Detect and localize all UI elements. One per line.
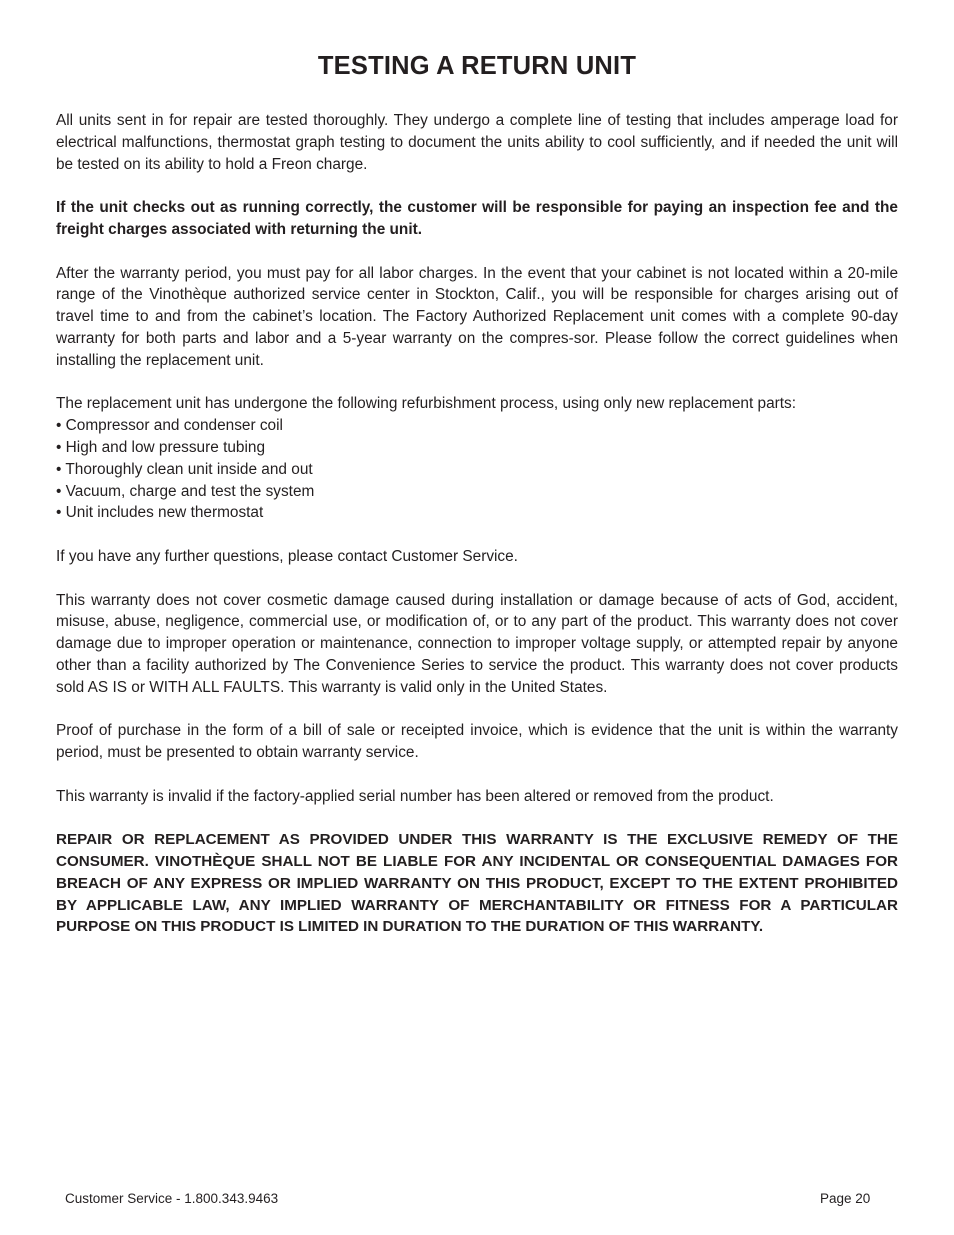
refurbishment-intro: The replacement unit has undergone the following refurbishment process, using only new replacement parts: (56, 395, 797, 413)
list-item: • Compressor and condenser coil (56, 417, 283, 435)
warranty-exclusions-paragraph: This warranty does not cover cosmetic damage caused during installation or damage because of acts of God, accident, misuse, abuse, negligence, commercial use, or modification of, or to any part of the product. This warranty does not cover damage due to improper operation or maintenance, connection to improper voltage supply, or attempted repair by anyone other than a facility authorized by The Convenience Series to service the product. This warranty does not cover products sold AS IS or WITH ALL FAULTS. This warranty is valid only in the United States. (56, 591, 898, 696)
list-item: • High and low pressure tubing (56, 438, 266, 456)
serial-number-paragraph: This warranty is invalid if the factory-applied serial number has been altered or removed from the product. (56, 787, 774, 805)
labor-charges-paragraph: After the warranty period, you must pay for all labor charges. In the event that your cabinet is not located within a 20-mile range of the Vinothèque authorized service center in Stockton, Calif., you will be responsible for charges arising out of travel time to and from the cabinet’s location. The Factory Authorized Replacement unit comes with a complete 90-day warranty for both parts and labor and a 5-year warranty on the compres-sor. Please follow the correct guidelines when installing the replacement unit. (56, 264, 898, 369)
refurbishment-list (56, 415, 898, 524)
inspection-fee-notice: If the unit checks out as running correctly, the customer will be responsible for paying an inspection fee and the freight charges associated with returning the unit. (56, 199, 898, 238)
remedy-disclaimer: REPAIR OR REPLACEMENT AS PROVIDED UNDER THIS WARRANTY IS THE EXCLUSIVE REMEDY OF THE CONSUMER. VINOTHÈQUE SHALL NOT BE LIABLE FOR ANY INCIDENTAL OR CONSEQUENTIAL DAMAGES FOR BREACH OF ANY EXPRESS OR IMPLIED WARRANTY ON THIS PRODUCT, EXCEPT TO THE EXTENT PROHIBITED BY APPLICABLE LAW, ANY IMPLIED WARRANTY OF MERCHANTABILITY OR FITNESS FOR A PARTICULAR PURPOSE ON THIS PRODUCT IS LIMITED IN DURATION TO THE DURATION OF THIS WARRANTY. (56, 831, 898, 936)
list-item: • Thoroughly clean unit inside and out (56, 460, 313, 478)
list-item: • Vacuum, charge and test the system (56, 482, 315, 500)
testing-paragraph: All units sent in for repair are tested thoroughly. They undergo a complete line of testing that includes amperage load for electrical malfunctions, thermostat graph testing to document the units ability to cool sufficiently, and if needed the unit will be tested on its ability to hold a Freon charge. (56, 112, 898, 173)
contact-paragraph: If you have any further questions, please contact Customer Service. (56, 547, 518, 565)
list-item: • Unit includes new thermostat (56, 504, 264, 522)
document-body (56, 110, 898, 960)
footer-customer-service: Customer Service - 1.800.343.9463 (65, 1191, 279, 1206)
footer-page-number: Page 20 (820, 1191, 871, 1206)
page-title: TESTING A RETURN UNIT (317, 52, 637, 80)
proof-of-purchase-paragraph: Proof of purchase in the form of a bill of sale or receipted invoice, which is evidence that the unit is within the warranty period, must be presented to obtain warranty service. (56, 722, 898, 762)
